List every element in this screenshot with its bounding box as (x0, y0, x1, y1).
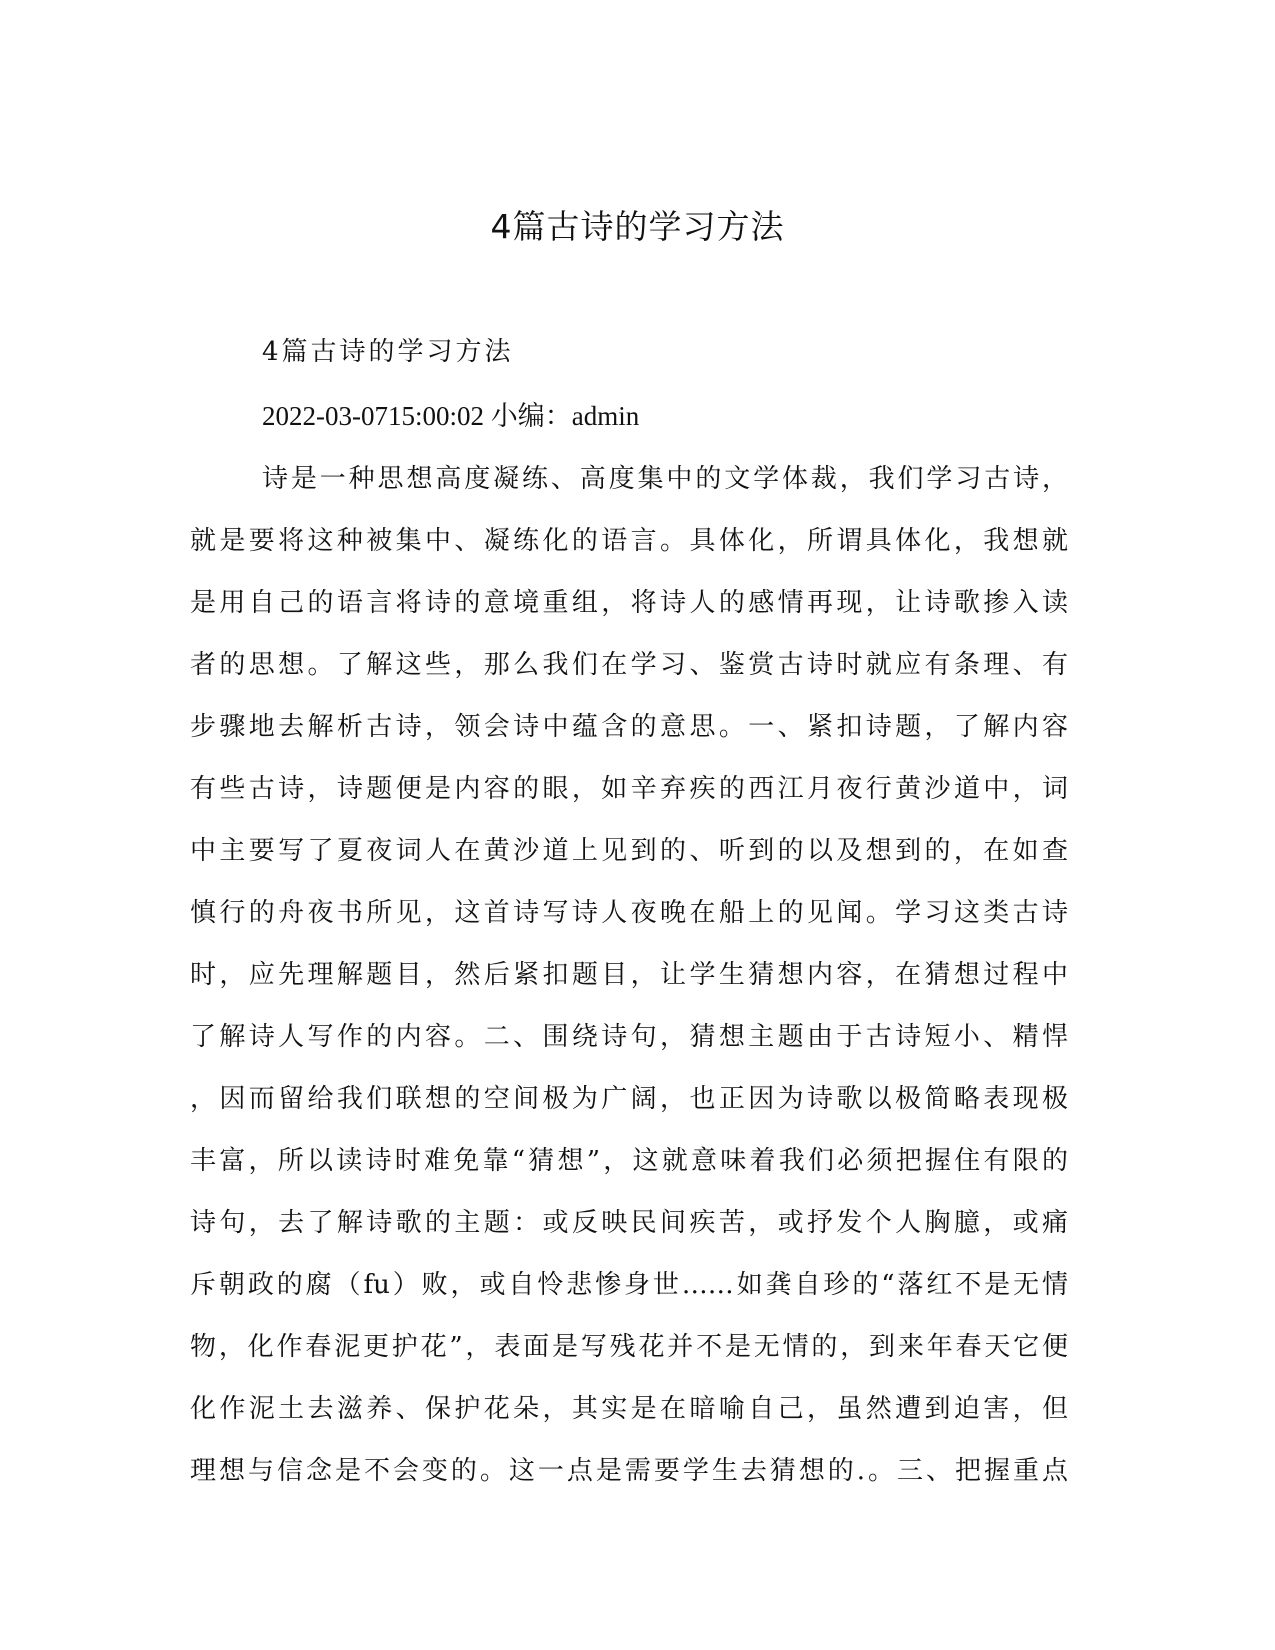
body-line: 诗是一种思想高度凝练、高度集中的文学体裁，我们学习古诗， (262, 464, 1068, 494)
article-body (190, 461, 1068, 1515)
document-title: 4篇古诗的学习方法 (490, 207, 785, 246)
body-line: 步骤地去解析古诗，领会诗中蕴含的意思。一、紧扣诗题，了解内容 (190, 712, 1068, 742)
body-line: ，因而留给我们联想的空间极为广阔，也正因为诗歌以极简略表现极 (190, 1084, 1068, 1114)
body-line: 有些古诗，诗题便是内容的眼，如辛弃疾的西江月夜行黄沙道中，词 (190, 774, 1068, 804)
body-line: 慎行的舟夜书所见，这首诗写诗人夜晚在船上的见闻。学习这类古诗 (190, 898, 1068, 928)
body-line: 者的思想。了解这些，那么我们在学习、鉴赏古诗时就应有条理、有 (190, 650, 1068, 680)
body-line: 斥朝政的腐（fu）败，或自怜悲惨身世……如龚自珍的“落红不是无情 (190, 1270, 1068, 1300)
article-subtitle: 4篇古诗的学习方法 (262, 337, 514, 367)
body-line: 中主要写了夏夜词人在黄沙道上见到的、听到的以及想到的，在如查 (190, 836, 1068, 866)
body-line: 就是要将这种被集中、凝练化的语言。具体化，所谓具体化，我想就 (190, 526, 1068, 556)
article-meta: 2022-03-0715:00:02 小编：admin (262, 401, 640, 431)
body-line: 诗句，去了解诗歌的主题：或反映民间疾苦，或抒发个人胸臆，或痛 (190, 1208, 1068, 1238)
body-line: 理想与信念是不会变的。这一点是需要学生去猜想的.。三、把握重点 (190, 1456, 1068, 1486)
body-line: 丰富，所以读诗时难免靠“猜想”，这就意味着我们必须把握住有限的 (190, 1146, 1068, 1176)
body-line: 化作泥土去滋养、保护花朵，其实是在暗喻自己，虽然遭到迫害，但 (190, 1394, 1068, 1424)
body-line: 是用自己的语言将诗的意境重组，将诗人的感情再现，让诗歌掺入读 (190, 588, 1068, 618)
body-line: 了解诗人写作的内容。二、围绕诗句，猜想主题由于古诗短小、精悍 (190, 1022, 1068, 1052)
body-line: 时，应先理解题目，然后紧扣题目，让学生猜想内容，在猜想过程中 (190, 960, 1068, 990)
body-line: 物，化作春泥更护花”，表面是写残花并不是无情的，到来年春天它便 (190, 1332, 1068, 1362)
